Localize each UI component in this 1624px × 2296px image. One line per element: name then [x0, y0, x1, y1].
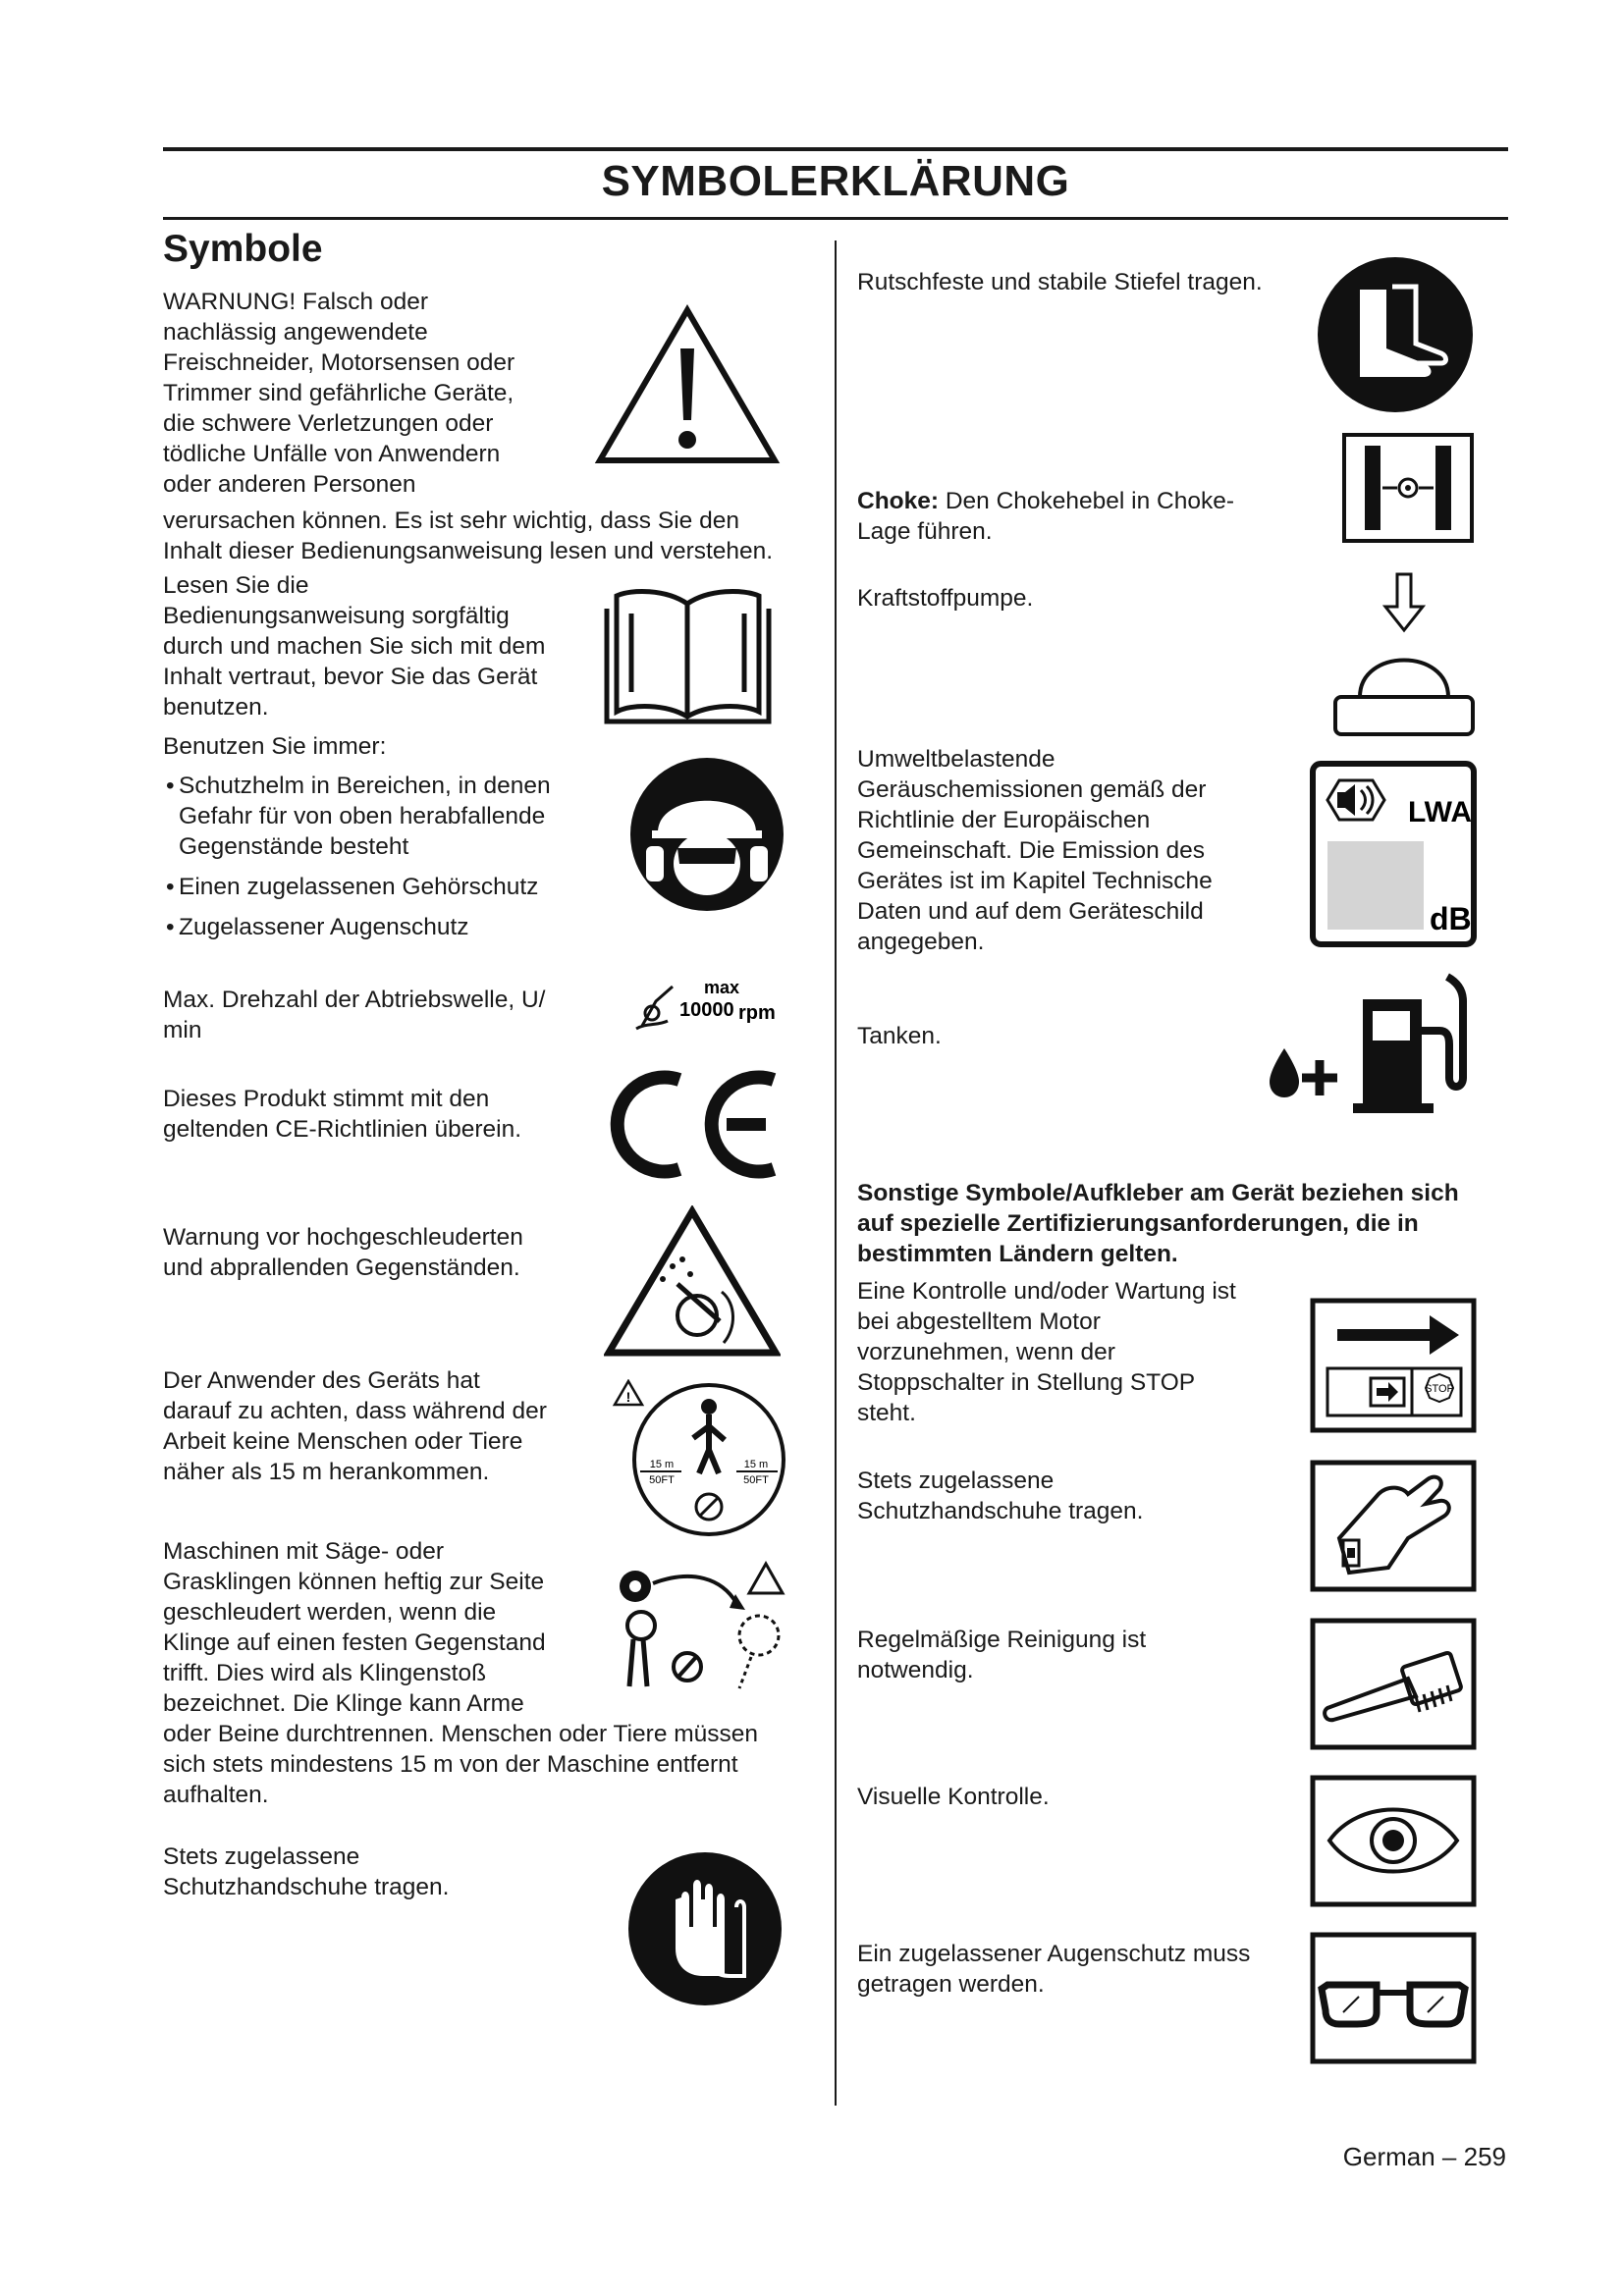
thrown-objects-warning-icon — [604, 1205, 781, 1358]
max-icon-value: 10000 — [679, 999, 734, 1021]
boots-circle-icon — [1316, 255, 1475, 414]
noise-lwa: LWA — [1408, 796, 1472, 828]
gloves-circle-icon — [626, 1850, 784, 2007]
bullet-eye: Zugelassener Augenschutz — [179, 914, 469, 940]
stop-control-text: Eine Kontrolle und/oder Wartung ist bei abgestelltem Motor vorzunehmen, wenn der Stoppschalter in Stellung STOP steht. — [857, 1278, 1236, 1426]
warning-text-continued: verursachen können. Es ist sehr wichtig, dass Sie den Inhalt dieser Bedienungsanweisung lesen und verstehen. — [163, 507, 774, 564]
max-icon-unit: rpm — [738, 1002, 776, 1024]
safety-distance-icon — [611, 1379, 787, 1538]
thrown-objects-text: Warnung vor hochgeschleuderten und abprallenden Gegenständen. — [163, 1224, 523, 1281]
bullet-hearing: Einen zugelassenen Gehörschutz — [179, 874, 539, 900]
choke-label: Choke: — [857, 488, 940, 514]
choke-description: Den Chokehebel in Choke- Lage führen. — [857, 488, 1235, 545]
manual-book-icon — [592, 584, 784, 726]
visual-check-eye-icon — [1310, 1775, 1477, 1907]
bullet-dot-3: • — [166, 914, 175, 940]
refuel-icon — [1265, 972, 1476, 1119]
max-speed-text: Max. Drehzahl der Abtriebswelle, U/ min — [163, 987, 546, 1043]
fuel-pump-text: Kraftstoffpumpe. — [857, 585, 1034, 612]
distance-text: Der Anwender des Geräts hat darauf zu achten, dass während der Arbeit keine Menschen oder Tiere näher als 15 m herankommen. — [163, 1367, 547, 1485]
fuel-pump-primer-icon — [1330, 569, 1478, 741]
page-title: SYMBOLERKLÄRUNG — [601, 157, 1070, 205]
ce-mark-icon — [609, 1068, 785, 1181]
bullet-dot-2: • — [166, 874, 175, 900]
choke-text — [857, 486, 1234, 547]
max-icon-label: max — [703, 978, 740, 997]
helmet-ear-eye-protection-icon — [628, 756, 785, 913]
kickback-text-continued: oder Beine durchtrennen. Menschen oder Tiere müssen sich stets mindestens 15 m von der Maschine entfernt aufhalten. — [163, 1721, 759, 1808]
noise-emission-text: Umweltbelastende Geräuschemissionen gemäß der Richtlinie der Europäischen Gemeinschaft. Die Emission des Gerätes ist im Kapitel Technische Daten und auf dem Geräteschild angegeben. — [857, 746, 1213, 955]
cleaning-text: Regelmäßige Reinigung ist notwendig. — [857, 1627, 1147, 1683]
top-rule — [163, 147, 1508, 151]
choke-icon — [1341, 432, 1475, 544]
noise-db: dB — [1430, 901, 1472, 936]
title-underline — [163, 217, 1508, 220]
boots-text: Rutschfeste und stabile Stiefel tragen. — [857, 269, 1263, 295]
distance-m-left: 15 m — [649, 1459, 675, 1470]
page-footer: German – 259 — [1342, 2142, 1506, 2171]
kickback-text: Maschinen mit Säge- oder Grasklingen können heftig zur Seite geschleudert werden, wenn die Klinge auf einen festen Gegenstand trifft. Dies wird als Klingenstoß bezeichnet. Die Klinge kann Arme — [163, 1538, 546, 1717]
stop-label: STOP — [1425, 1383, 1454, 1395]
bullet-dot-1: • — [166, 773, 175, 799]
blade-kickback-icon — [614, 1559, 788, 1696]
max-rpm-icon — [628, 972, 785, 1041]
ce-text: Dieses Produkt stimmt mit den geltenden CE-Richtlinien überein. — [163, 1086, 521, 1143]
read-manual-text: Lesen Sie die Bedienungsanweisung sorgfältig durch und machen Sie sich mit dem Inhalt vertraut, bevor Sie das Gerät benutzen. — [163, 572, 546, 721]
stop-switch-icon — [1310, 1298, 1477, 1433]
column-divider — [835, 240, 837, 2106]
distance-ft-right: 50FT — [743, 1474, 769, 1486]
refuel-text: Tanken. — [857, 1023, 942, 1049]
svg-text:!: ! — [625, 1389, 631, 1405]
section-title: Symbole — [163, 228, 323, 270]
safety-glasses-icon — [1310, 1932, 1477, 2064]
visual-check-text: Visuelle Kontrolle. — [857, 1784, 1050, 1810]
always-use-text: Benutzen Sie immer: — [163, 733, 387, 760]
bullet-helmet: Schutzhelm in Bereichen, in denen Gefahr für von oben herabfallende Gegenstände besteht — [179, 773, 551, 860]
warning-text: WARNUNG! Falsch oder nachlässig angewendete Freischneider, Motorsensen oder Trimmer sind gefährliche Geräte, die schwere Verletzungen oder tödliche Unfälle von Anwendern oder anderen Personen — [163, 289, 515, 498]
eye-protection-text: Ein zugelassener Augenschutz muss getragen werden. — [857, 1941, 1251, 1998]
cleaning-brush-icon — [1310, 1618, 1477, 1750]
other-symbols-heading: Sonstige Symbole/Aufkleber am Gerät beziehen sich auf spezielle Zertifizierungsanforderungen, die in bestimmten Ländern gelten. — [857, 1180, 1459, 1267]
distance-m-right: 15 m — [743, 1459, 769, 1470]
noise-emission-icon — [1310, 761, 1477, 947]
gloves-square-icon — [1310, 1460, 1477, 1592]
left-gloves-text: Stets zugelassene Schutzhandschuhe tragen. — [163, 1843, 450, 1900]
warning-triangle-icon — [594, 304, 781, 466]
right-gloves-text: Stets zugelassene Schutzhandschuhe tragen. — [857, 1468, 1144, 1524]
distance-ft-left: 50FT — [649, 1474, 675, 1486]
